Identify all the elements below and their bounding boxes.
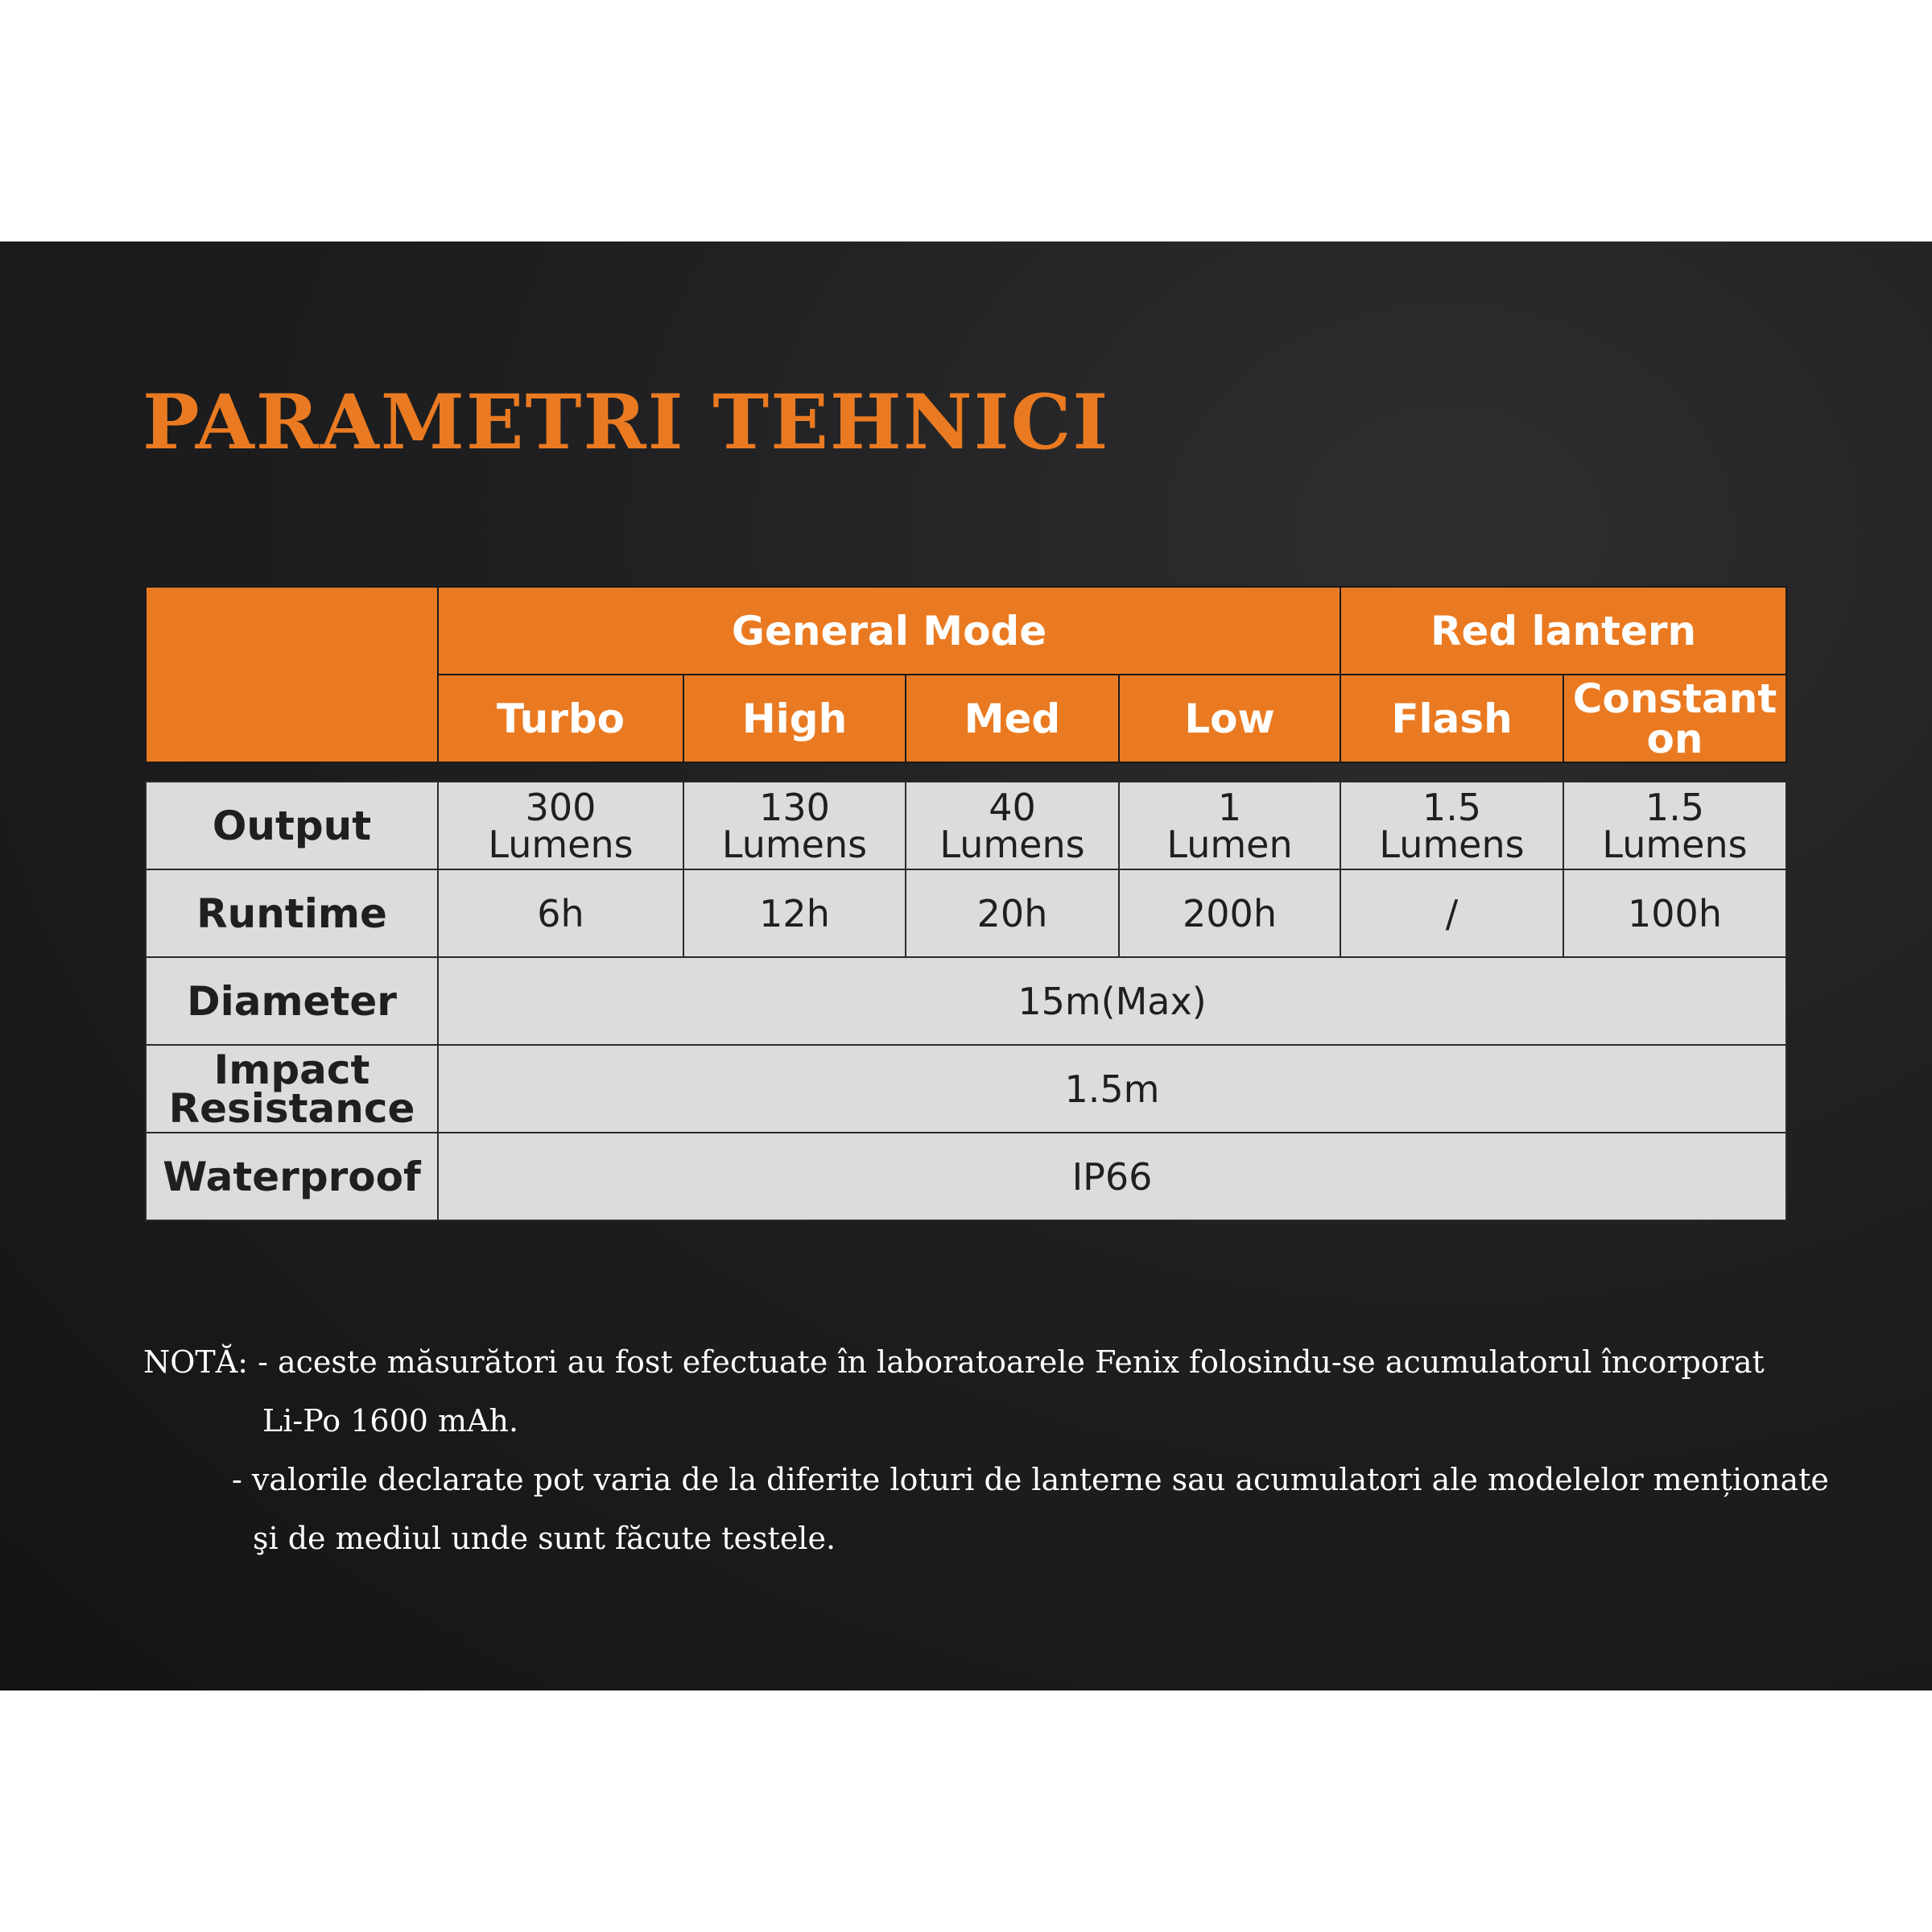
output-low-unit: Lumen — [1166, 822, 1293, 866]
runtime-high: 12h — [683, 869, 906, 957]
row-runtime — [146, 869, 1786, 957]
output-low-value: 1 — [1217, 785, 1242, 829]
header-red-lantern: Red lantern — [1340, 587, 1786, 675]
spec-table-header — [145, 586, 1787, 763]
output-med-value: 40 — [989, 785, 1036, 829]
page-title: PARAMETRI TEHNICI — [142, 378, 1110, 467]
output-flash-unit: Lumens — [1379, 822, 1525, 866]
header-high: High — [683, 675, 906, 762]
runtime-flash: / — [1340, 869, 1563, 957]
row-waterproof — [146, 1133, 1786, 1220]
row-diameter — [146, 957, 1786, 1045]
footnote-line-2: Li-Po 1600 mAh. — [262, 1403, 519, 1439]
runtime-low: 200h — [1119, 869, 1340, 957]
header-general-mode: General Mode — [438, 587, 1340, 675]
label-impact-line1: Impact — [213, 1046, 370, 1093]
header-corner-cell — [146, 587, 438, 762]
runtime-constant: 100h — [1563, 869, 1786, 957]
row-output — [146, 782, 1786, 869]
row-impact-resistance — [146, 1045, 1786, 1133]
output-med-unit: Lumens — [939, 822, 1085, 866]
output-high-value: 130 — [759, 785, 830, 829]
label-waterproof: Waterproof — [146, 1133, 438, 1220]
output-turbo-unit: Lumens — [488, 822, 634, 866]
spec-table-body — [145, 781, 1787, 1221]
output-constant-unit: Lumens — [1602, 822, 1748, 866]
output-med — [906, 782, 1119, 869]
runtime-med: 20h — [906, 869, 1119, 957]
output-turbo — [438, 782, 683, 869]
output-flash-value: 1.5 — [1422, 785, 1482, 829]
header-turbo: Turbo — [438, 675, 683, 762]
output-turbo-value: 300 — [525, 785, 597, 829]
output-flash — [1340, 782, 1563, 869]
header-flash: Flash — [1340, 675, 1563, 762]
label-impact-resistance — [146, 1045, 438, 1133]
output-low — [1119, 782, 1340, 869]
header-constant-on — [1563, 675, 1786, 762]
label-impact-line2: Resistance — [168, 1084, 415, 1132]
footnote-line-1: NOTĂ: - aceste măsurători au fost efectuate în laboratoarele Fenix folosindu-se acumulatorul încorporat — [143, 1344, 1765, 1380]
label-output: Output — [146, 782, 438, 869]
runtime-turbo: 6h — [438, 869, 683, 957]
output-high — [683, 782, 906, 869]
header-constant-on-line2: on — [1646, 715, 1703, 762]
header-med: Med — [906, 675, 1119, 762]
footnote-line-4: şi de mediul unde sunt făcute testele. — [253, 1521, 836, 1556]
header-constant-on-line1: Constant — [1572, 675, 1777, 722]
footnote-line-3: - valorile declarate pot varia de la diferite loturi de lanterne sau acumulatori ale modelelor menționate — [232, 1462, 1829, 1497]
waterproof-value: IP66 — [438, 1133, 1786, 1220]
header-low: Low — [1119, 675, 1340, 762]
output-constant — [1563, 782, 1786, 869]
label-runtime: Runtime — [146, 869, 438, 957]
output-constant-value: 1.5 — [1645, 785, 1705, 829]
diameter-value: 15m(Max) — [438, 957, 1786, 1045]
label-diameter: Diameter — [146, 957, 438, 1045]
output-high-unit: Lumens — [721, 822, 868, 866]
impact-value: 1.5m — [438, 1045, 1786, 1133]
